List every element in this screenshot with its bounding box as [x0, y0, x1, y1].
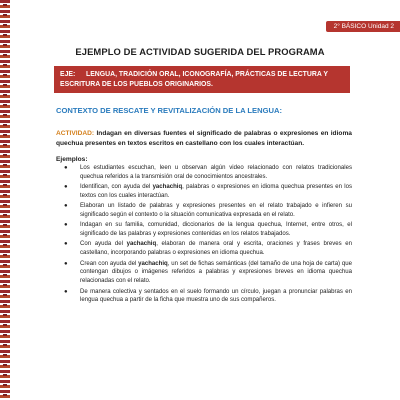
list-item — [56, 221, 352, 239]
bullet-icon: ● — [64, 222, 68, 229]
activity-block — [56, 129, 352, 148]
list-item-text: Crean con ayuda del — [80, 260, 139, 267]
list-item — [56, 288, 352, 306]
eje-text: LENGUA, TRADICIÓN ORAL, ICONOGRAFÍA, PRÁCTICAS DE LECTURA Y ESCRITURA DE LOS PUEBLOS ORIGINARIOS. — [60, 71, 328, 88]
bullet-icon: ● — [64, 184, 68, 191]
list-item — [56, 183, 352, 201]
list-item-text: Los estudiantes escuchan, leen u observan algún video relacionado con relatos tradicionales quechua referidos a la transmisión oral de conocimientos ancestrales. — [80, 165, 352, 180]
list-item-text: Elaboran un listado de palabras y expresiones presentes en el relato trabajado e infieren su significado según el contexto o la situación comunicativa expresada en el relato. — [80, 203, 352, 219]
list-item-text: , palabras o expresiones en idioma quechua presentes en los textos con los cuales interactúan. — [80, 184, 353, 200]
bullet-icon: ● — [64, 203, 68, 210]
examples-list — [56, 164, 352, 307]
bullet-icon: ● — [64, 241, 68, 248]
page-title: EJEMPLO DE ACTIVIDAD SUGERIDA DEL PROGRAMA — [75, 46, 325, 57]
activity-label: ACTIVIDAD: — [56, 130, 95, 137]
list-item-text: yachachiq — [126, 241, 157, 248]
bullet-icon: ● — [64, 165, 68, 171]
eje-banner — [54, 66, 350, 93]
list-item — [56, 164, 352, 182]
examples-label: Ejemplos: — [56, 156, 88, 163]
context-heading: CONTEXTO DE RESCATE Y REVITALIZACIÓN DE LA LENGUA: — [56, 106, 282, 115]
list-item — [56, 202, 352, 220]
list-item-text: De manera colectiva y sentados en el suelo formando un círculo, juegan a pronunciar palabras en lengua quechua a partir de la ficha que muestra uno de sus compañeros. — [80, 288, 352, 304]
list-item-text: , un set de fichas semánticas (del tamaño de una hoja de carta) que contengan dibujos o imágenes referidos a palabras y expresiones breves en idioma quechua relacionadas con el relato. — [80, 260, 352, 285]
decorative-border — [0, 0, 10, 400]
eje-label: EJE: — [60, 71, 76, 78]
list-item — [56, 260, 352, 287]
list-item-text: Identifican, con ayuda del — [80, 184, 153, 191]
list-item — [56, 240, 352, 258]
list-item-text: yachachiq — [138, 260, 168, 267]
activity-text: Indagan en diversas fuentes el significado de palabras o expresiones en idioma quechua presentes en textos escritos en castellano con los cuales interactúan. — [56, 130, 352, 147]
list-item-text: Con ayuda del — [80, 241, 127, 248]
grade-unit-badge: 2° BÁSICO Unidad 2 — [326, 21, 400, 32]
list-item-text: yachachiq — [152, 184, 183, 191]
list-item-text: Indagan en su familia, comunidad, diccionarios de la lengua quechua, Internet, entre otros, el significado de las palabras y expresiones contenidas en los relatos trabajados. — [80, 222, 352, 238]
bullet-icon: ● — [64, 260, 68, 267]
list-item-text: , elaboran de manera oral y escrita, oraciones y frases breves en castellano, incorporando palabras o expresiones en idioma quechua. — [80, 241, 352, 257]
bullet-icon: ● — [64, 288, 68, 295]
